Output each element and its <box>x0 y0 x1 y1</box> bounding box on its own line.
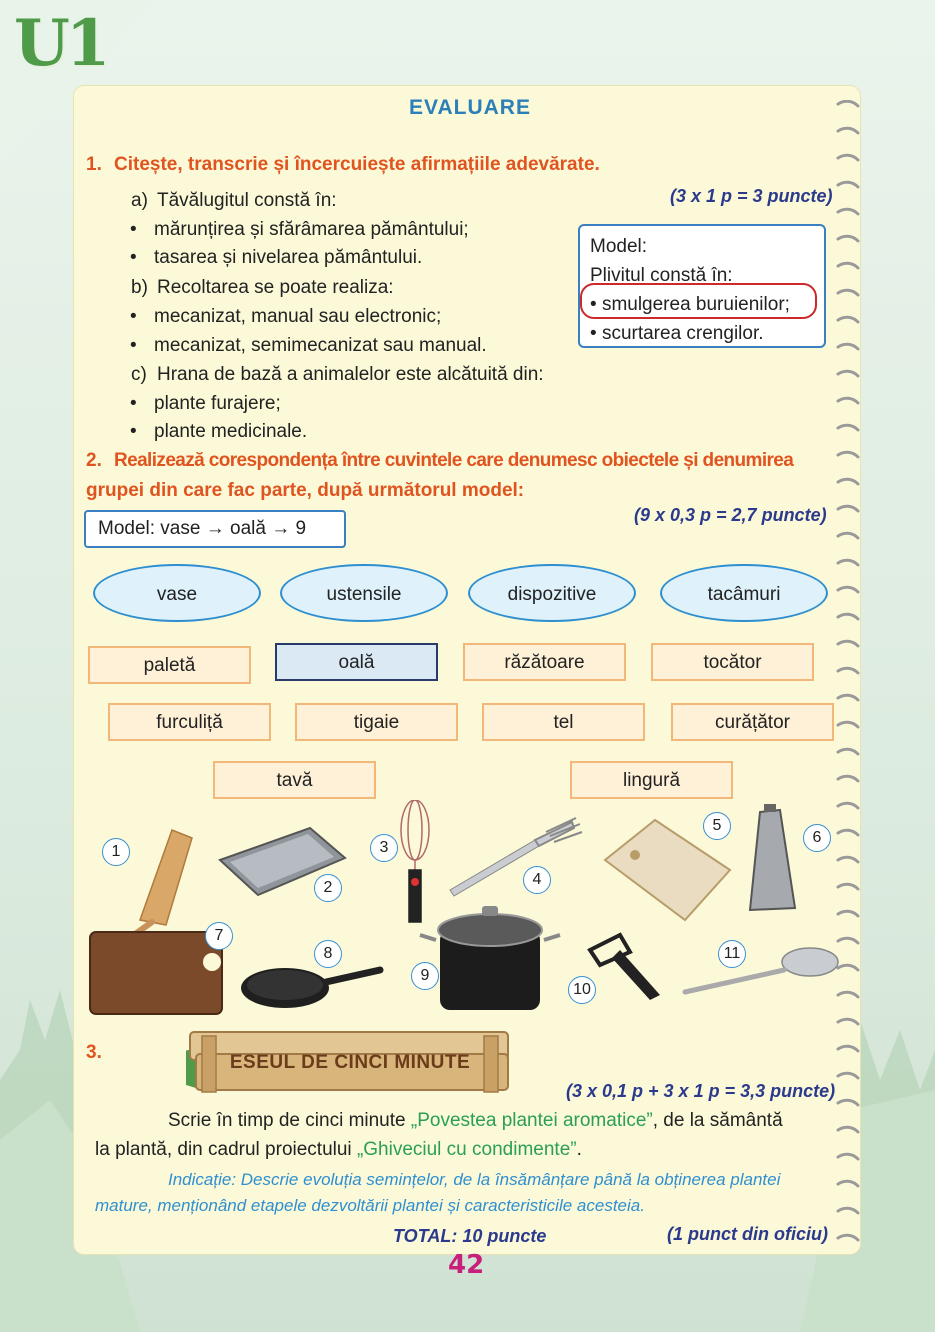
spiral-ring <box>838 857 858 862</box>
q1-number: 1. <box>86 154 102 175</box>
image-number-8: 8 <box>314 940 342 968</box>
word-tigaie: tigaie <box>295 703 458 741</box>
notebook-spiral <box>836 100 860 1250</box>
page-title: EVALUARE <box>409 96 531 119</box>
spiral-ring <box>838 128 858 133</box>
spiral-ring <box>838 182 858 187</box>
spiral-ring <box>838 830 858 835</box>
unit-label: U1 <box>14 6 107 81</box>
image-number-5: 5 <box>703 812 731 840</box>
q1-model-option-2: • scurtarea crengilor. <box>590 323 764 344</box>
spiral-ring <box>838 884 858 889</box>
q1-a-option-2: • tasarea și nivelarea pământului. <box>154 247 422 269</box>
q3-number: 3. <box>86 1042 102 1063</box>
spiral-ring <box>838 479 858 484</box>
peeler-icon <box>590 935 660 1000</box>
spiral-ring <box>838 209 858 214</box>
q3-paragraph-line2: la plantă, din cadrul proiectului „Ghiveciul cu condimente”. <box>95 1139 582 1160</box>
q1-b-text: Recoltarea se poate realiza: <box>157 277 394 298</box>
group-oval-tacamuri: tacâmuri <box>660 564 828 622</box>
word-oala: oală <box>275 643 438 681</box>
group-oval-vase: vase <box>93 564 261 622</box>
spiral-ring <box>838 587 858 592</box>
image-number-1: 1 <box>102 838 130 866</box>
spiral-ring <box>838 695 858 700</box>
group-oval-dispozitive: dispozitive <box>468 564 636 622</box>
wooden-board-icon <box>90 932 222 1014</box>
spiral-ring <box>838 398 858 403</box>
grater-icon <box>750 804 795 910</box>
spiral-ring <box>838 1019 858 1024</box>
spiral-ring <box>838 992 858 997</box>
word-tava: tavă <box>213 761 376 799</box>
spiral-ring <box>838 1181 858 1186</box>
image-number-10: 10 <box>568 976 596 1004</box>
q1-b-option-1: • mecanizat, manual sau electronic; <box>154 306 441 328</box>
spiral-ring <box>838 263 858 268</box>
spiral-ring <box>838 452 858 457</box>
q3-banner-title: ESEUL DE CINCI MINUTE <box>229 1052 471 1073</box>
spiral-ring <box>838 425 858 430</box>
spiral-ring <box>838 641 858 646</box>
q1-model-circle <box>580 283 817 319</box>
q1-c-option-1: • plante furajere; <box>154 393 281 415</box>
spiral-ring <box>838 1235 858 1240</box>
spiral-ring <box>838 1208 858 1213</box>
spiral-ring <box>838 371 858 376</box>
spoon-icon <box>685 948 838 992</box>
q1-a-text: Tăvălugitul constă în: <box>157 190 337 211</box>
word-tel: tel <box>482 703 645 741</box>
pot-icon <box>420 906 560 1010</box>
spiral-ring <box>838 803 858 808</box>
image-number-2: 2 <box>314 874 342 902</box>
spiral-ring <box>838 344 858 349</box>
spiral-ring <box>838 560 858 565</box>
image-number-11: 11 <box>718 940 746 968</box>
q1-model-option-1: • smulgerea buruienilor; <box>590 294 790 315</box>
image-number-7: 7 <box>205 922 233 950</box>
q2-points: (9 x 0,3 p = 2,7 puncte) <box>634 505 827 525</box>
spiral-ring <box>838 155 858 160</box>
word-furculita: furculiță <box>108 703 271 741</box>
spiral-ring <box>838 668 858 673</box>
spiral-ring <box>838 614 858 619</box>
word-razatoare: răzătoare <box>463 643 626 681</box>
spiral-ring <box>838 965 858 970</box>
fork-icon <box>450 818 582 896</box>
spiral-ring <box>838 1046 858 1051</box>
q1-model-text: Plivitul constă în: <box>590 265 733 286</box>
q2-text-line2: grupei din care fac parte, după următorul model: <box>86 480 525 501</box>
q1-c-label: c) <box>131 364 147 385</box>
q1-b-label: b) <box>131 277 148 298</box>
spiral-ring <box>838 1154 858 1159</box>
q1-c-text: Hrana de bază a animalelor este alcătuită din: <box>157 364 544 385</box>
q2-model-box: Model: vase → oală → 9 <box>84 510 346 548</box>
q3-indication-line2: mature, menționând etapele dezvoltării plantei și caracteristicile acesteia. <box>95 1196 645 1215</box>
spiral-ring <box>838 506 858 511</box>
word-lingura: lingură <box>570 761 733 799</box>
spiral-ring <box>838 1100 858 1105</box>
q1-a-option-1: • mărunțirea și sfărâmarea pământului; <box>154 219 469 241</box>
q1-c-option-2: • plante medicinale. <box>154 421 307 443</box>
spiral-ring <box>838 290 858 295</box>
page-number: 42 <box>448 1250 485 1280</box>
spiral-ring <box>838 317 858 322</box>
spiral-ring <box>838 722 858 727</box>
q3-indication-line1: Indicație: Descrie evoluția semințelor, de la însămânțare până la obținerea plantei <box>168 1170 781 1189</box>
image-number-3: 3 <box>370 834 398 862</box>
image-number-4: 4 <box>523 866 551 894</box>
frying-pan-icon <box>241 968 380 1008</box>
group-oval-ustensile: ustensile <box>280 564 448 622</box>
spiral-ring <box>838 938 858 943</box>
q2-text-line1: Realizează corespondența între cuvintele care denumesc obiectele și denumirea <box>114 450 794 471</box>
spiral-ring <box>838 776 858 781</box>
q3-paragraph-line1: Scrie în timp de cinci minute „Povestea plantei aromatice”, de la sământă <box>168 1110 783 1131</box>
spiral-ring <box>838 236 858 241</box>
spiral-ring <box>838 1073 858 1078</box>
word-paleta: paletă <box>88 646 251 684</box>
oficiu-points: (1 punct din oficiu) <box>667 1224 828 1244</box>
spiral-ring <box>838 101 858 106</box>
q2-number: 2. <box>86 450 102 471</box>
word-tocator: tocător <box>651 643 814 681</box>
whisk-icon <box>401 800 429 922</box>
q1-model-title: Model: <box>590 236 648 257</box>
q1-a-label: a) <box>131 190 148 211</box>
total-points: TOTAL: 10 puncte <box>393 1226 547 1246</box>
image-number-6: 6 <box>803 824 831 852</box>
spiral-ring <box>838 1127 858 1132</box>
spiral-ring <box>838 911 858 916</box>
word-curatator: curățător <box>671 703 834 741</box>
q1-b-option-2: • mecanizat, semimecanizat sau manual. <box>154 335 487 357</box>
q1-points: (3 x 1 p = 3 puncte) <box>670 186 833 206</box>
q1-text: Citește, transcrie și încercuiește afirmațiile adevărate. <box>114 154 600 175</box>
spiral-ring <box>838 533 858 538</box>
image-number-9: 9 <box>411 962 439 990</box>
spiral-ring <box>838 749 858 754</box>
q3-points: (3 x 0,1 p + 3 x 1 p = 3,3 puncte) <box>566 1081 836 1101</box>
